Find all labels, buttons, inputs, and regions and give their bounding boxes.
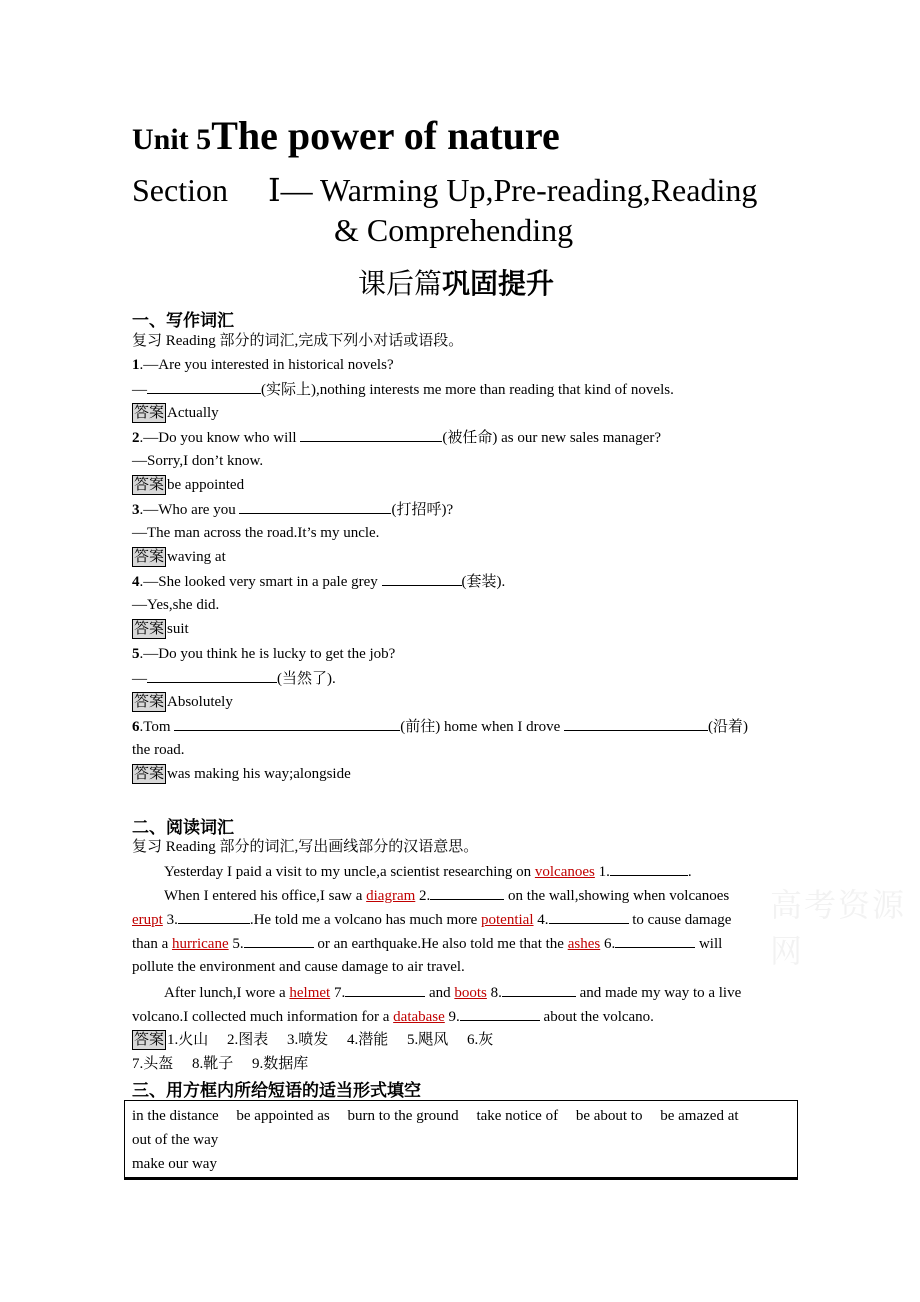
vocab-word-4: potential [481,912,534,928]
q6-answer-row [132,764,351,784]
q2-line-a: 2.—Do you know who will (被任命) as our new sales manager? [132,427,661,448]
subheading-part2: 巩固提升 [442,269,555,300]
q6-line-a: 6.Tom (前往) home when I drove (沿着) [132,716,748,737]
phrase-row-1 [132,1108,739,1125]
q4-blank [382,571,462,586]
q1-answer-row [132,403,219,423]
passage-line-2: When I entered his office,I saw a diagram 2. on the wall,showing when volcanoes [164,885,729,906]
q1-answer: Actually [167,405,219,421]
phrase-item: be amazed at [660,1108,739,1124]
q1-number: 1 [132,357,140,373]
phrase-item: out of the way [132,1132,219,1148]
passage-line-1: Yesterday I paid a visit to my uncle,a scientist researching on volcanoes 1. . [164,861,692,882]
vocab-word-5: hurricane [171,936,229,952]
section-title-line1: Section Ⅰ— Warming Up,Pre-reading,Reading [132,172,758,208]
vocab-blank-4 [549,909,629,924]
q5-line-b: — (当然了). [132,668,336,689]
q5-number: 5 [132,646,140,662]
passage-line-4: than a hurricane 5. or an earthquake.He also told me that the ashes 6. will [132,933,722,954]
part1-instruction: 复习 Reading 部分的词汇,完成下列小对话或语段。 [132,333,464,349]
phrase-box [124,1100,798,1180]
passage-line-3: erupt 3. .He told me a volcano has much more potential 4. to cause damage [132,909,731,930]
q5-answer-row [132,692,233,712]
q5-blank [147,668,277,683]
vocab-word-8: boots [454,985,487,1001]
vocab-word-1: volcanoes [534,864,595,880]
q2-number: 2 [132,430,140,446]
answer-badge: 答案 [134,766,165,782]
phrase-row-3 [132,1156,217,1173]
title-unit: Unit 5 [132,123,212,156]
subheading [358,262,554,302]
part2-instruction: 复习 Reading 部分的词汇,写出画线部分的汉语意思。 [132,839,479,855]
passage-line-5: pollute the environment and cause damage to air travel. [132,959,465,975]
q4-line-a: 4.—She looked very smart in a pale grey (套装). [132,571,505,592]
vocab-blank-6 [615,933,695,948]
vocab-blank-8 [502,982,576,997]
q6-number: 6 [132,719,140,735]
q5-answer: Absolutely [167,694,233,710]
q2-answer-row [132,475,244,495]
part1-heading: 一、写作词汇 [132,311,234,331]
vocab-blank-9 [460,1006,540,1021]
q2-answer: be appointed [167,477,245,493]
q4-answer: suit [167,621,189,637]
answer-badge: 答案 [134,405,165,421]
vocab-word-9: database [393,1009,445,1025]
q3-answer: waving at [167,549,226,565]
vocab-word-2: diagram [366,888,416,904]
q2-blank [300,427,442,442]
title-main: The power of nature [211,113,560,158]
part2-answers-1: 1.火山 2.图表 3.喷发 4.潜能 5.飓风 6.灰 [167,1032,494,1048]
part2-answers-2: 7.头盔 8.靴子 9.数据库 [132,1056,309,1072]
vocab-word-7: helmet [289,985,331,1001]
answer-badge: 答案 [134,549,165,565]
vocab-word-3: erupt [132,912,163,928]
q3-line-a: 3.—Who are you (打招呼)? [132,499,453,520]
vocab-word-6: ashes [567,936,601,952]
part3-heading: 三、用方框内所给短语的适当形式填空 [132,1081,421,1101]
part2-answer-row [132,1030,493,1050]
q3-line-b: —The man across the road.It’s my uncle. [132,525,380,541]
q6-answer: was making his way;alongside [167,766,351,782]
phrase-item: in the distance [132,1108,219,1124]
phrase-row-2 [132,1132,218,1149]
q6-blank-2 [564,716,708,731]
answer-badge: 答案 [134,1032,165,1048]
q1-blank [147,379,261,394]
vocab-blank-2 [430,885,504,900]
vocab-blank-7 [345,982,425,997]
phrase-item: be appointed as [236,1108,330,1124]
section-title-line2: & Comprehending [334,212,574,248]
vocab-blank-3 [178,909,250,924]
q6-line-b: the road. [132,742,185,758]
phrase-item: be about to [575,1108,643,1124]
part2-heading: 二、阅读词汇 [132,818,234,838]
q3-blank [239,499,391,514]
q2-line-b: —Sorry,I don’t know. [132,453,264,469]
watermark: 高考资源网 [770,886,907,970]
passage-line-6: After lunch,I wore a helmet 7. and boots 8. and made my way to a live [164,982,741,1003]
answer-badge: 答案 [134,694,165,710]
q1-line-a: 1.—Are you interested in historical novels? [132,357,394,373]
q3-number: 3 [132,502,140,518]
q3-answer-row [132,547,226,567]
phrase-item: make our way [132,1156,217,1172]
q4-answer-row [132,619,189,639]
q6-blank-1 [174,716,400,731]
answer-badge: 答案 [134,621,165,637]
q1-line-b: — (实际上),nothing interests me more than reading that kind of novels. [132,379,674,400]
phrase-item: burn to the ground [347,1108,459,1124]
subheading-part1: 课后篇 [358,269,443,300]
answer-badge: 答案 [134,477,165,493]
vocab-blank-1 [610,861,688,876]
page-title [132,112,560,159]
q4-line-b: —Yes,she did. [132,597,220,613]
q4-number: 4 [132,574,140,590]
phrase-item: take notice of [476,1108,559,1124]
vocab-blank-5 [244,933,314,948]
q5-line-a: 5.—Do you think he is lucky to get the job? [132,646,396,662]
passage-line-7: volcano.I collected much information for a database 9. about the volcano. [132,1006,654,1027]
